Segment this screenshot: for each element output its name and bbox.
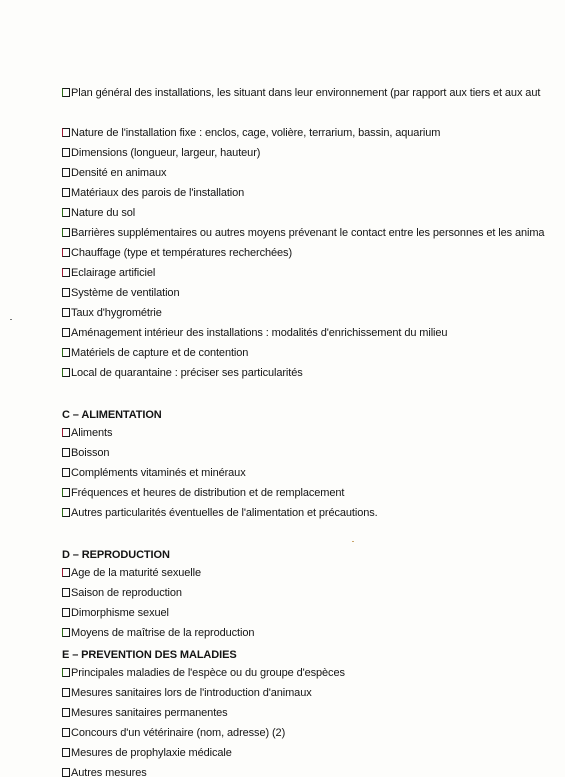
item-text: Densité en animaux [71, 167, 167, 179]
item-text: Matériaux des parois de l'installation [71, 187, 245, 199]
checklist-item [62, 326, 447, 340]
item-text: Age de la maturité sexuelle [71, 567, 201, 579]
checkbox-icon [62, 288, 70, 297]
item-text: Taux d'hygrométrie [71, 307, 162, 319]
checklist-item [62, 766, 147, 777]
checklist-item [62, 506, 378, 520]
checklist-item [62, 586, 182, 600]
checklist-item [62, 366, 303, 380]
checkbox-icon [62, 148, 70, 157]
checkbox-icon [62, 488, 70, 497]
checkbox-icon [62, 128, 70, 137]
scan-speck [352, 541, 354, 542]
checklist-item [62, 426, 112, 440]
item-text: Autres mesures [71, 767, 147, 777]
checklist-item [62, 566, 201, 580]
checkbox-icon [62, 168, 70, 177]
checklist-item [62, 86, 540, 100]
checklist-item [62, 686, 312, 700]
checkbox-icon [62, 268, 70, 277]
checklist-item [62, 346, 248, 360]
item-text: Saison de reproduction [71, 587, 182, 599]
item-text: Principales maladies de l'espèce ou du groupe d'espèces [71, 667, 345, 679]
checklist-item [62, 726, 285, 740]
item-text: Nature de l'installation fixe : enclos, cage, volière, terrarium, bassin, aquarium [71, 127, 441, 139]
item-text: Barrières supplémentaires ou autres moyens prévenant le contact entre les personnes et les anima [71, 227, 545, 239]
checkbox-icon [62, 228, 70, 237]
checkbox-icon [62, 588, 70, 597]
item-text: Concours d'un vétérinaire (nom, adresse) (2) [71, 727, 286, 739]
checkbox-icon [62, 368, 70, 377]
checklist-item [62, 226, 544, 240]
item-text: Dimensions (longueur, largeur, hauteur) [71, 147, 261, 159]
checklist-item [62, 206, 135, 220]
checklist-item [62, 266, 155, 280]
item-text: Local de quarantaine : préciser ses particularités [71, 367, 303, 379]
checklist-item [62, 606, 169, 620]
checkbox-icon [62, 608, 70, 617]
scan-speck [10, 319, 12, 320]
section-heading-prevention: E – PREVENTION DES MALADIES [62, 649, 237, 661]
checklist-item [62, 186, 244, 200]
item-text: Autres particularités éventuelles de l'alimentation et précautions. [71, 507, 378, 519]
section-heading-reproduction: D – REPRODUCTION [62, 549, 170, 561]
checkbox-icon [62, 468, 70, 477]
checkbox-icon [62, 748, 70, 757]
item-text: Fréquences et heures de distribution et de remplacement [71, 487, 345, 499]
checklist-item [62, 446, 109, 460]
checklist-item [62, 486, 344, 500]
checkbox-icon [62, 448, 70, 457]
checklist-item [62, 706, 228, 720]
checklist-item [62, 246, 292, 260]
item-text: Système de ventilation [71, 287, 180, 299]
checkbox-icon [62, 208, 70, 217]
item-text: Aménagement intérieur des installations : modalités d'enrichissement du milieu [71, 327, 448, 339]
checklist-item [62, 466, 246, 480]
checkbox-icon [62, 628, 70, 637]
section-heading-alimentation: C – ALIMENTATION [62, 409, 162, 421]
checkbox-icon [62, 348, 70, 357]
checklist-item [62, 166, 166, 180]
checkbox-icon [62, 708, 70, 717]
item-text: Chauffage (type et températures recherchées) [71, 247, 293, 259]
checkbox-icon [62, 568, 70, 577]
item-text: Mesures de prophylaxie médicale [71, 747, 232, 759]
item-text: Dimorphisme sexuel [71, 607, 169, 619]
item-text: Moyens de maîtrise de la reproduction [71, 627, 255, 639]
checklist-item [62, 666, 345, 680]
checkbox-icon [62, 248, 70, 257]
item-text: Mesures sanitaires lors de l'introduction d'animaux [71, 687, 312, 699]
item-text: Aliments [71, 427, 113, 439]
item-text: Boisson [71, 447, 110, 459]
checkbox-icon [62, 428, 70, 437]
checkbox-icon [62, 728, 70, 737]
checklist-item [62, 286, 179, 300]
item-text: Nature du sol [71, 207, 136, 219]
checkbox-icon [62, 508, 70, 517]
checkbox-icon [62, 668, 70, 677]
checkbox-icon [62, 308, 70, 317]
item-text: Mesures sanitaires permanentes [71, 707, 228, 719]
checkbox-icon [62, 88, 70, 97]
checklist-item [62, 306, 162, 320]
checkbox-icon [62, 328, 70, 337]
checkbox-icon [62, 768, 70, 777]
checkbox-icon [62, 688, 70, 697]
checkbox-icon [62, 188, 70, 197]
item-text: Compléments vitaminés et minéraux [71, 467, 246, 479]
checklist-item [62, 146, 260, 160]
checklist-item [62, 126, 440, 140]
checklist-item [62, 626, 254, 640]
item-text: Matériels de capture et de contention [71, 347, 249, 359]
item-text: Plan général des installations, les situant dans leur environnement (par rapport aux tiers et aux aut [71, 87, 541, 99]
checklist-item [62, 746, 232, 760]
item-text: Eclairage artificiel [71, 267, 156, 279]
